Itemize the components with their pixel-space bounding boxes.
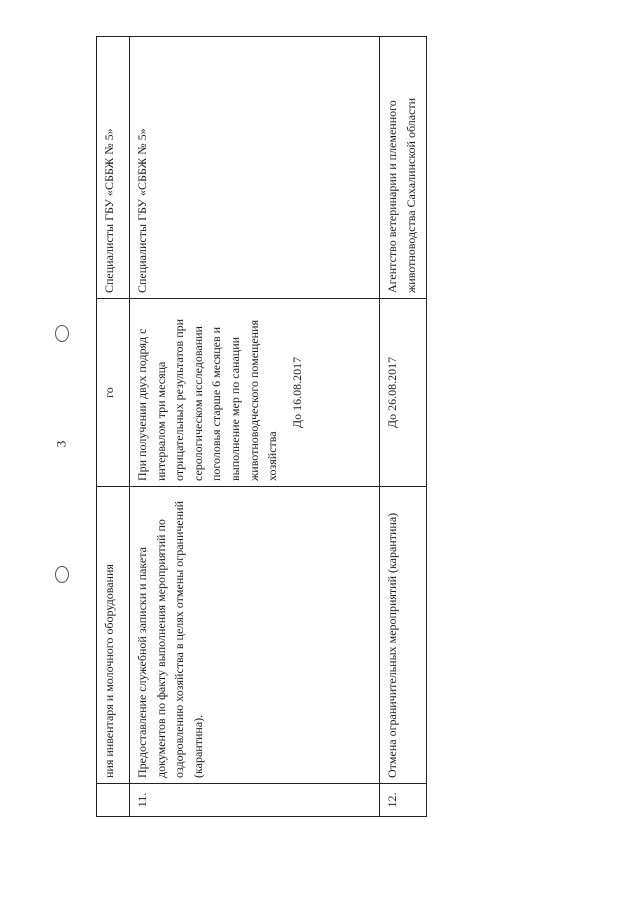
measures-table-rotated	[96, 37, 426, 817]
row-term-cell	[130, 299, 380, 487]
row-term: При получении двух подряд с интервалом три месяца отрицательных результатов при серологическом исследовании поголовья старше 6 месяцев и выполнение мер по санации животноводческого помещения хозяйства	[135, 318, 280, 481]
row-action: Предоставление служебной записки и пакета документов по факту выполнения мероприятий по оздоровлению хозяйства в целях отмены ограничений (карантина).	[130, 487, 380, 784]
row-term: До 26.08.2017	[380, 299, 427, 487]
row-term-date: До 16.08.2017	[289, 356, 304, 429]
row-action: ния инвентаря и молочного оборудования	[97, 487, 130, 784]
table-row	[97, 37, 130, 817]
measures-table	[96, 36, 427, 817]
row-action: Отмена ограничительных мероприятий (карантина)	[380, 487, 427, 784]
row-responsible: Специалисты ГБУ «СББЖ № 5»	[97, 37, 130, 299]
row-number: 12.	[380, 784, 427, 817]
row-number: 11.	[130, 784, 380, 817]
table-row	[380, 37, 427, 817]
table-row	[130, 37, 380, 817]
punch-hole-bottom	[55, 566, 69, 583]
page-number: 3	[53, 440, 69, 448]
row-number	[97, 784, 130, 817]
row-responsible: Специалисты ГБУ «СББЖ № 5»	[130, 37, 380, 299]
punch-hole-top	[55, 325, 69, 342]
row-term: го	[97, 299, 130, 487]
row-responsible: Агентство ветеринарии и племенного животноводства Сахалинской области	[380, 37, 427, 299]
